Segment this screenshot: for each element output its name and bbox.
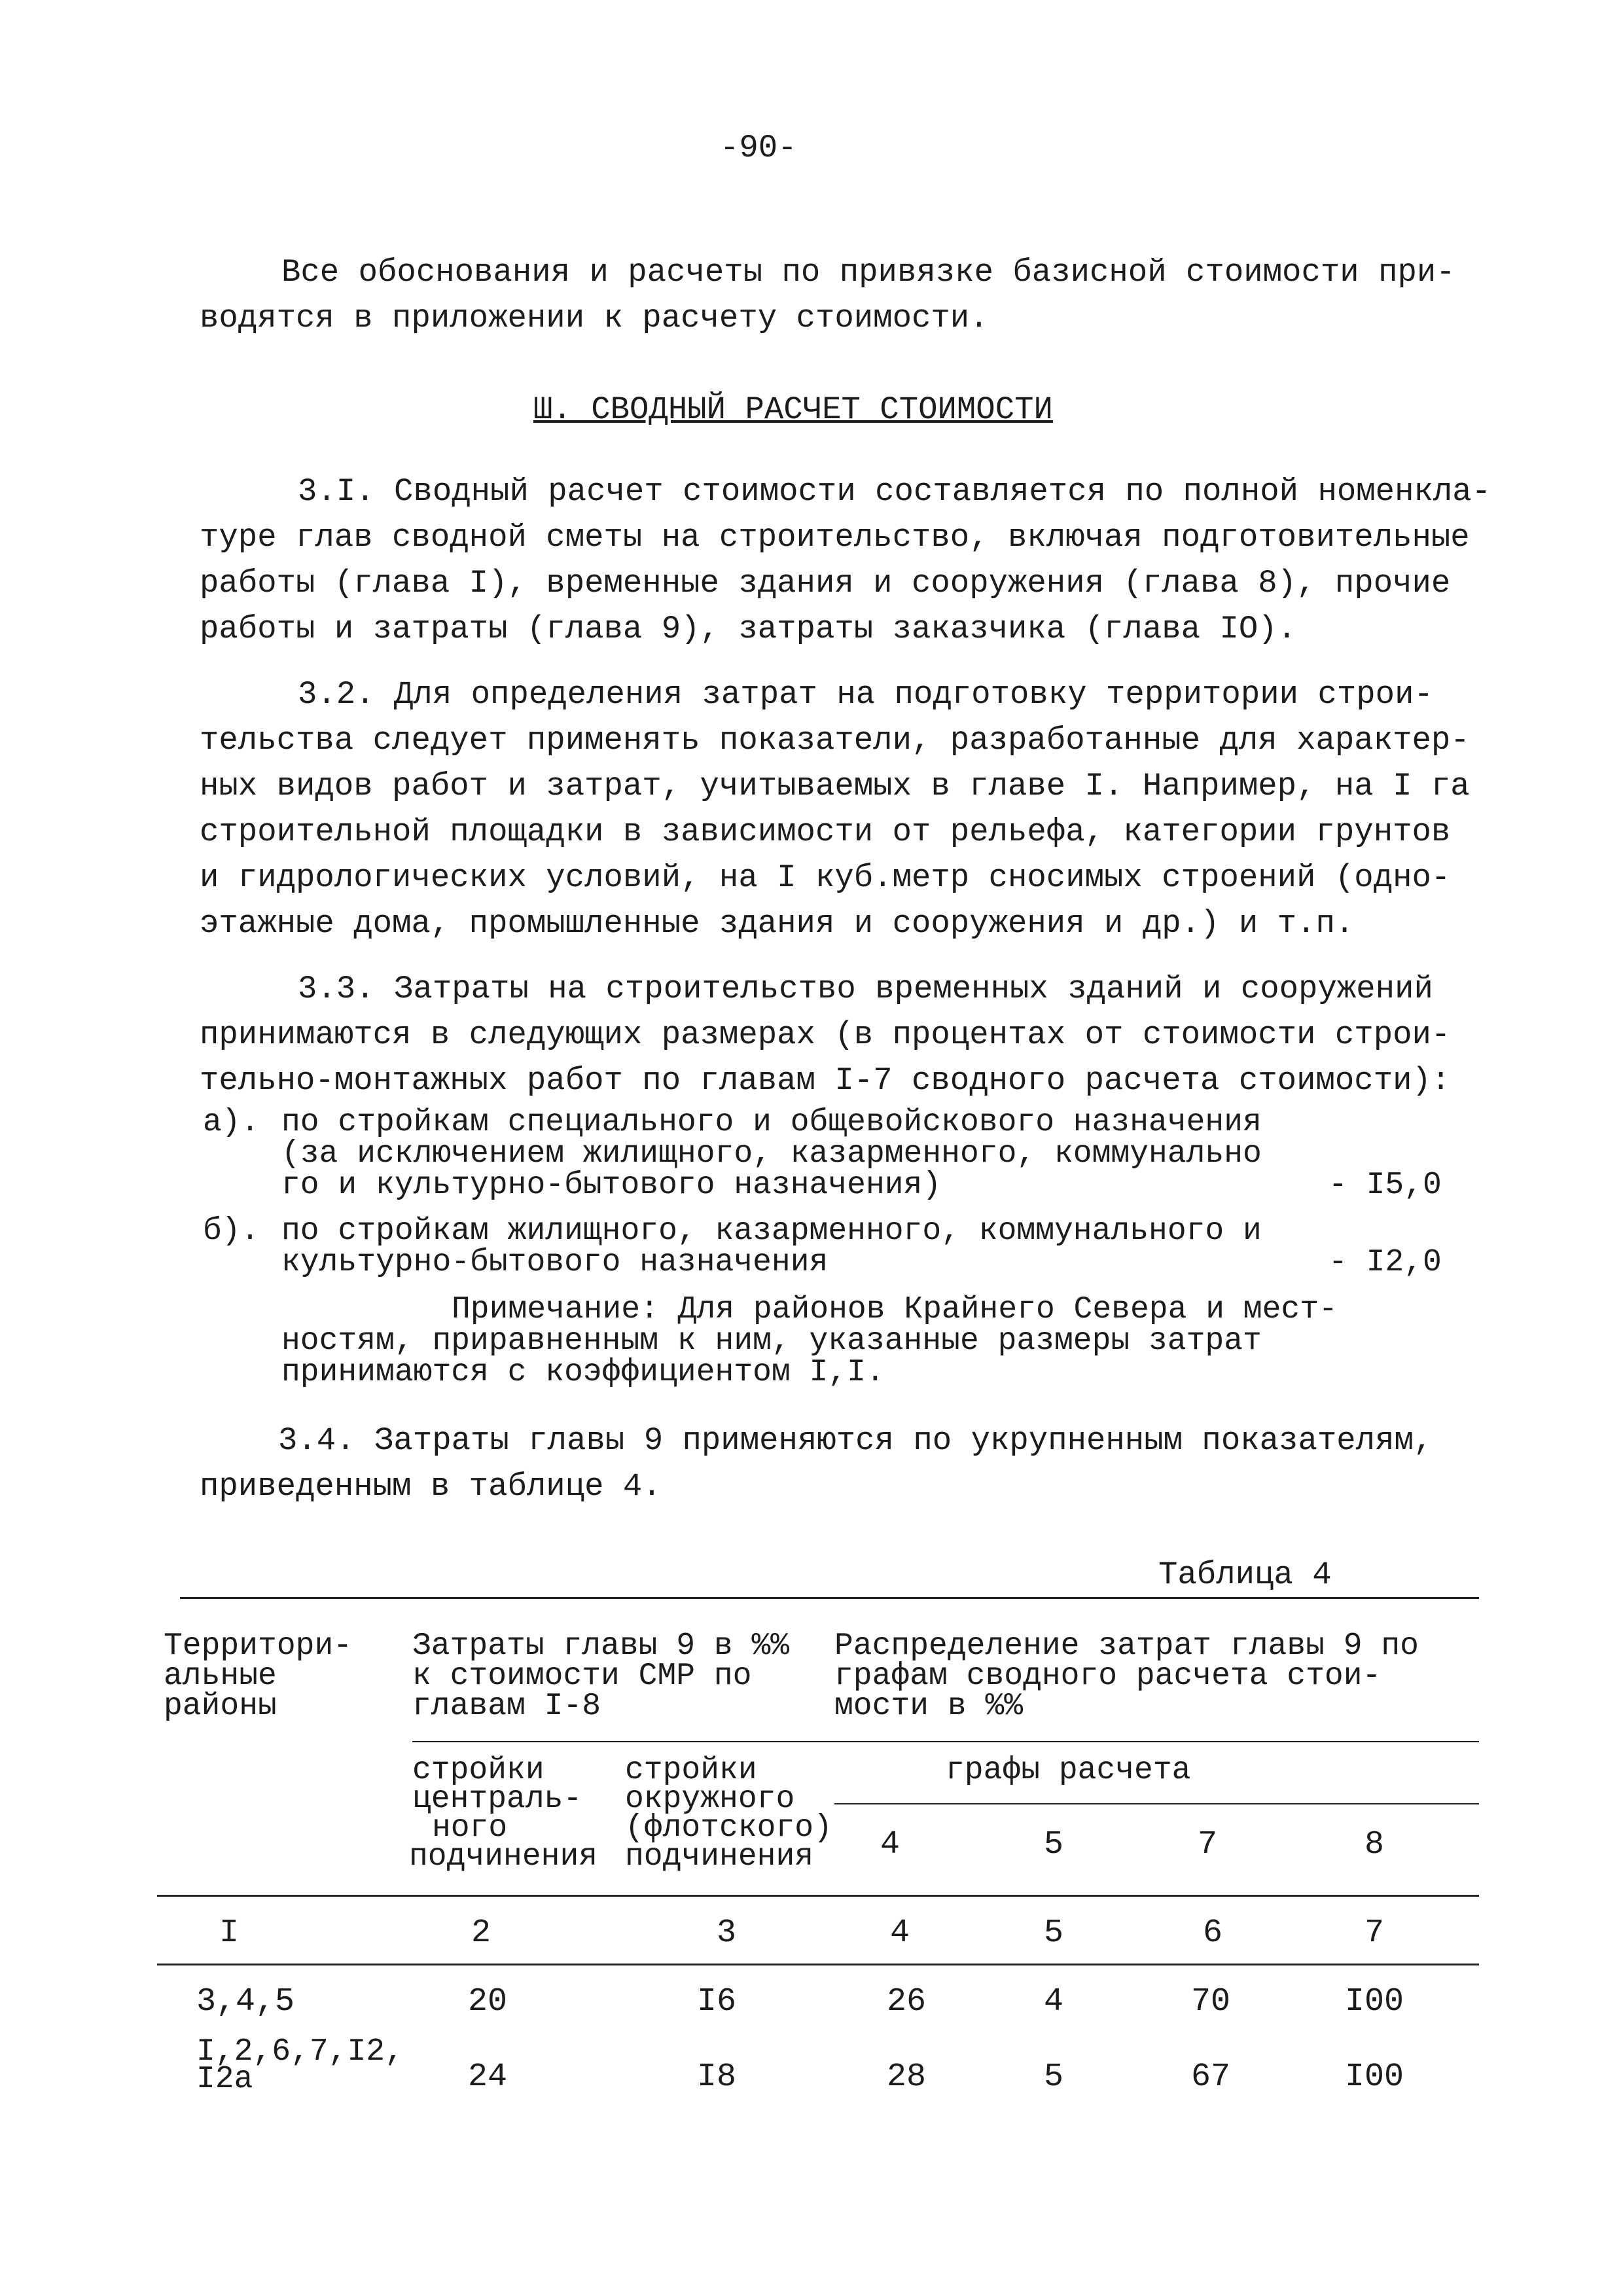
- h-sub2-line-2: окружного: [625, 1782, 795, 1817]
- h-col2-line-3: главам I-8: [412, 1689, 601, 1724]
- h-col2-line-2: к стоимости СМР по: [412, 1659, 752, 1694]
- p33-line-3: тельно-монтажных работ по главам I-7 сводного расчета стоимости):: [200, 1062, 1451, 1099]
- row1-region: 3,4,5: [196, 1983, 295, 2020]
- h-col3-line-3: мости в %%: [834, 1689, 1024, 1724]
- intro-line-1: Все обоснования и расчеты по привязке базисной стоимости при-: [281, 254, 1455, 291]
- col-num-5: 5: [1044, 1914, 1064, 1952]
- h-col1-line-3: районы: [164, 1689, 277, 1724]
- h-sub1-line-4: подчинения: [409, 1839, 598, 1874]
- item-b-value: - I2,0: [1329, 1245, 1442, 1280]
- p32-line-6: этажные дома, промышленные здания и сооружения и др.) и т.п.: [200, 905, 1355, 942]
- item-a-line-3: го и культурно-бытового назначения): [281, 1168, 942, 1203]
- p32-line-1: 3.2. Для определения затрат на подготовку территории строи-: [298, 676, 1433, 713]
- col-num-1: I: [219, 1914, 240, 1952]
- table-caption: Таблица 4: [1158, 1556, 1332, 1593]
- page-number: -90-: [720, 130, 797, 166]
- p31-line-1: 3.I. Сводный расчет стоимости составляется по полной номенкла-: [298, 473, 1491, 510]
- graph-num-7: 7: [1198, 1826, 1218, 1863]
- item-b-marker: б).: [203, 1213, 260, 1249]
- p33-line-1: 3.3. Затраты на строительство временных зданий и сооружений: [298, 971, 1433, 1007]
- p32-line-3: ных видов работ и затрат, учитываемых в главе I. Например, на I га: [200, 768, 1470, 804]
- table-top-rule: [180, 1597, 1479, 1599]
- p32-line-2: тельства следует применять показатели, разработанные для характер-: [200, 722, 1470, 759]
- row1-col2: 20: [468, 1983, 508, 2020]
- h-sub1-line-2: централь-: [412, 1782, 582, 1817]
- note-line-1: Примечание: Для районов Крайнего Севера и мест-: [452, 1292, 1338, 1327]
- p33-line-2: принимаются в следующих размерах (в процентах от стоимости строи-: [200, 1016, 1451, 1053]
- h-graphs: графы расчета: [946, 1753, 1191, 1788]
- h-sub1-line-1: стройки: [412, 1753, 544, 1788]
- row2-col3: I8: [697, 2058, 737, 2096]
- row1-col4: 26: [887, 1983, 927, 2020]
- h-sub2-line-1: стройки: [625, 1753, 757, 1788]
- h-sub2-line-3: (флотского): [625, 1810, 832, 1846]
- graph-num-4: 4: [880, 1826, 901, 1863]
- row2-region-line-1: I,2,6,7,I2,: [196, 2034, 404, 2070]
- row2-col6: 67: [1191, 2058, 1231, 2096]
- h-col1-line-1: Территори-: [164, 1628, 353, 1664]
- p34-line-2: приведенным в таблице 4.: [200, 1468, 662, 1505]
- colnum-bottom-rule: [157, 1964, 1479, 1965]
- header-bottom-rule: [157, 1895, 1479, 1897]
- row1-col5: 4: [1044, 1983, 1064, 2020]
- graphs-rule: [834, 1803, 1479, 1804]
- item-b-line-1: по стройкам жилищного, казарменного, коммунального и: [281, 1213, 1262, 1249]
- h-sub1-line-3: ного: [432, 1810, 508, 1846]
- h-col3-line-1: Распределение затрат главы 9 по: [834, 1628, 1419, 1664]
- h-sub2-line-4: подчинения: [625, 1839, 814, 1874]
- row2-col7: I00: [1345, 2058, 1404, 2096]
- item-a-value: - I5,0: [1329, 1168, 1442, 1203]
- intro-line-2: водятся в приложении к расчету стоимости.: [200, 300, 989, 336]
- p31-line-2: туре глав сводной сметы на строительство, включая подготовительные: [200, 519, 1470, 556]
- h-col3-line-2: графам сводного расчета стои-: [834, 1659, 1382, 1694]
- h-col1-line-2: альные: [164, 1659, 277, 1694]
- p32-line-5: и гидрологических условий, на I куб.метр сносимых строений (одно-: [200, 859, 1451, 896]
- p31-line-4: работы и затраты (глава 9), затраты заказчика (глава IO).: [200, 611, 1297, 647]
- p31-line-3: работы (глава I), временные здания и сооружения (глава 8), прочие: [200, 565, 1451, 601]
- item-a-line-2: (за исключением жилищного, казарменного, коммунально: [281, 1136, 1262, 1172]
- row1-col7: I00: [1345, 1983, 1404, 2020]
- col-num-3: 3: [717, 1914, 737, 1952]
- note-line-3: принимаются с коэффициентом I,I.: [281, 1355, 885, 1390]
- section-title: Ш. СВОДНЫЙ РАСЧЕТ СТОИМОСТИ: [533, 391, 1053, 428]
- row2-region-line-2: I2а: [196, 2062, 253, 2097]
- col-num-7: 7: [1364, 1914, 1385, 1952]
- row2-col5: 5: [1044, 2058, 1064, 2096]
- row1-col6: 70: [1191, 1983, 1231, 2020]
- col-num-2: 2: [471, 1914, 491, 1952]
- row2-col2: 24: [468, 2058, 508, 2096]
- col-num-4: 4: [890, 1914, 910, 1952]
- note-line-2: ностям, приравненным к ним, указанные размеры затрат: [281, 1323, 1262, 1359]
- header-mid-rule: [412, 1741, 1479, 1742]
- graph-num-8: 8: [1364, 1826, 1385, 1863]
- item-a-marker: а).: [203, 1105, 260, 1140]
- p34-line-1: 3.4. Затраты главы 9 применяются по укрупненным показателям,: [278, 1422, 1433, 1459]
- item-a-line-1: по стройкам специального и общевойскового назначения: [281, 1105, 1262, 1140]
- col-num-6: 6: [1203, 1914, 1223, 1952]
- h-col2-line-1: Затраты главы 9 в %%: [412, 1628, 790, 1664]
- graph-num-5: 5: [1044, 1826, 1064, 1863]
- row2-col4: 28: [887, 2058, 927, 2096]
- row1-col3: I6: [697, 1983, 737, 2020]
- item-b-line-2: культурно-бытового назначения: [281, 1245, 829, 1280]
- p32-line-4: строительной площадки в зависимости от рельефа, категории грунтов: [200, 814, 1451, 850]
